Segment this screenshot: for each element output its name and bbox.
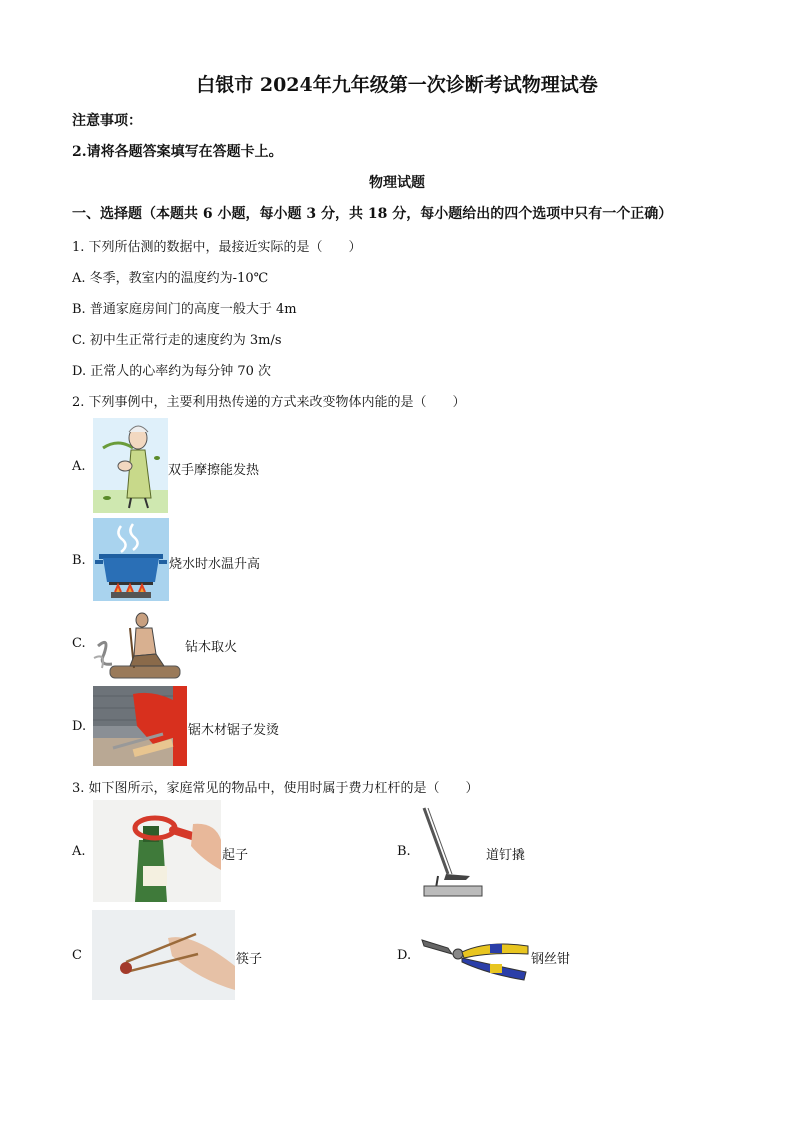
boiling-pot-image: [93, 518, 169, 601]
q3-option-a-letter: A.: [72, 844, 86, 859]
q3-option-c-letter: C: [72, 948, 82, 963]
q2-stem: 2. 下列事例中，主要利用热传递的方式来改变物体内能的是（ ）: [72, 395, 466, 410]
q2-option-a-text[interactable]: 双手摩擦能发热: [168, 463, 260, 478]
option-text: 正常人的心率约为每分钟 70 次: [90, 364, 272, 379]
q2-option-c-text[interactable]: 钻木取火: [185, 640, 238, 655]
q3-option-b-text[interactable]: 道钉撬: [486, 848, 526, 863]
q3-option-b-letter: B.: [397, 844, 411, 859]
option-letter: D.: [72, 364, 87, 379]
option-text: 初中生正常行走的速度约为 3m/s: [89, 333, 282, 348]
option-letter: C.: [72, 333, 86, 348]
q3-stem: 3. 如下图所示，家庭常见的物品中，使用时属于费力杠杆的是（ ）: [72, 781, 479, 796]
sawing-wood-image: [93, 686, 187, 766]
page-title: 白银市 2024年九年级第一次诊断考试物理试卷: [196, 74, 598, 96]
q3-option-c-text[interactable]: 筷子: [236, 952, 263, 967]
q2-option-a-letter: A.: [72, 459, 86, 474]
section-title: 物理试题: [369, 175, 425, 191]
q2-option-d-text[interactable]: 锯木材锯子发烫: [188, 723, 280, 738]
part1-heading: 一、选择题（本题共 6 小题，每小题 3 分，共 18 分，每小题给出的四个选项中只有一个正确）: [72, 206, 673, 222]
option-text: 普通家庭房间门的高度一般大于 4m: [89, 302, 297, 317]
q1-option-a[interactable]: [72, 267, 268, 286]
option-letter: A.: [72, 271, 86, 286]
q1-stem: 1. 下列所估测的数据中，最接近实际的是（ ）: [72, 240, 362, 255]
q2-option-d-letter: D.: [72, 719, 87, 734]
notice-item: 2.请将各题答案填写在答题卡上。: [72, 144, 283, 160]
q2-option-b-text[interactable]: 烧水时水温升高: [169, 557, 261, 572]
q1-option-b[interactable]: [72, 298, 297, 317]
pliers-image: [418, 928, 530, 983]
q3-option-d-letter: D.: [397, 948, 412, 963]
notice-heading: 注意事项：: [72, 113, 142, 129]
rubbing-hands-image: [93, 418, 168, 513]
option-letter: B.: [72, 302, 86, 317]
q3-option-a-text[interactable]: 起子: [222, 848, 249, 863]
bottle-opener-image: [93, 800, 221, 902]
q2-option-b-letter: B.: [72, 553, 86, 568]
drilling-wood-fire-image: [90, 606, 185, 686]
q1-option-d[interactable]: [72, 360, 271, 379]
q2-option-c-letter: C.: [72, 636, 86, 651]
crowbar-image: [418, 804, 486, 898]
q3-option-d-text[interactable]: 钢丝钳: [531, 952, 571, 967]
q1-option-c[interactable]: [72, 329, 282, 348]
chopsticks-image: [92, 910, 235, 1000]
option-text: 冬季，教室内的温度约为-10℃: [89, 271, 269, 286]
